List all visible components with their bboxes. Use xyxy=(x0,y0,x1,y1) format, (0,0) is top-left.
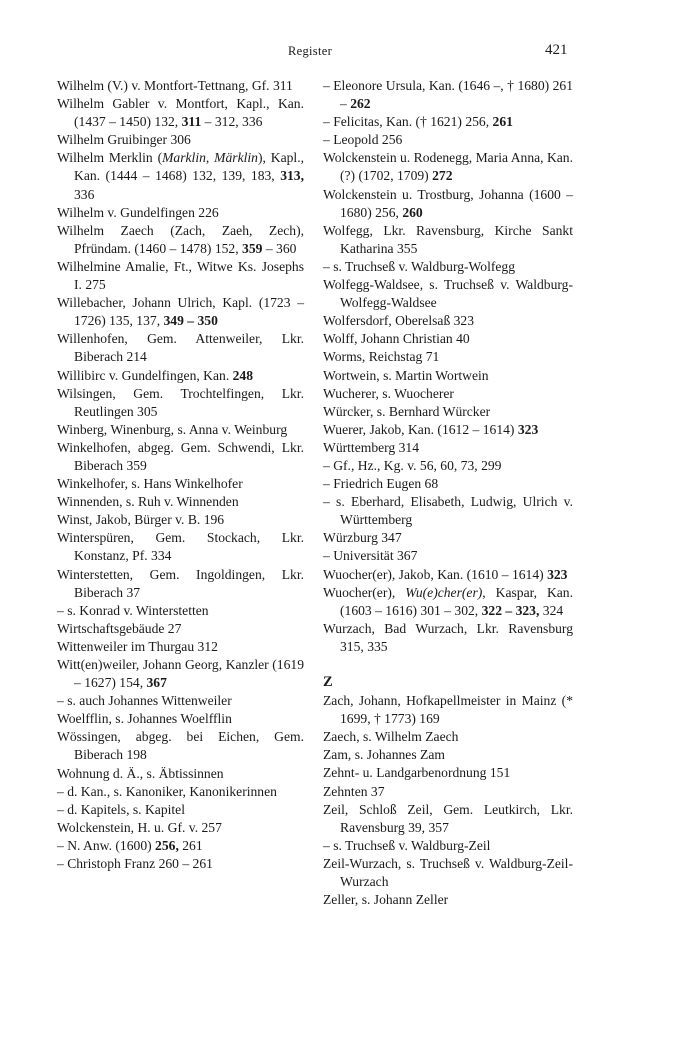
index-entry: Wohnung d. Ä., s. Äbtissinnen xyxy=(57,765,224,781)
section-letter: Z xyxy=(323,674,333,690)
index-entry: – s. Truchseß v. Waldburg-Wolfegg xyxy=(323,258,516,274)
index-entry: Wilhelmine Amalie, Ft., Witwe Ks. Josephs I. 275 xyxy=(57,258,304,293)
index-entry: Winterstetten, Gem. Ingoldingen, Lkr. Biberach 37 xyxy=(57,566,304,600)
index-entry: Wolfegg, Lkr. Ravensburg, Kirche Sankt Katharina 355 xyxy=(323,222,573,256)
index-entry: – Eleonore Ursula, Kan. (1646 –, † 1680) 261 – 262 xyxy=(323,78,573,112)
index-entry: Wolfegg-Waldsee, s. Truchseß v. Waldburg-Wolfegg-Waldsee xyxy=(323,277,573,311)
index-entry: Wilhelm v. Gundelfingen 226 xyxy=(57,204,219,220)
index-column-left xyxy=(57,77,304,873)
index-entry: – s. auch Johannes Wittenweiler xyxy=(57,693,232,709)
index-entry: Wolfersdorf, Oberelsaß 323 xyxy=(323,313,475,329)
index-entry: Wortwein, s. Martin Wortwein xyxy=(323,367,489,383)
index-entry: – Friedrich Eugen 68 xyxy=(323,476,439,492)
index-entry: Witt(en)weiler, Johann Georg, Kanzler (1619 – 1627) 154, 367 xyxy=(57,657,304,691)
index-entry: Zehnt- u. Landgarbenordnung 151 xyxy=(323,765,511,781)
index-column-right xyxy=(323,77,573,909)
index-entry: Würzburg 347 xyxy=(323,530,402,546)
index-entry: Wolckenstein u. Trostburg, Johanna (1600 – 1680) 256, 260 xyxy=(323,186,573,220)
index-entry: Zeller, s. Johann Zeller xyxy=(323,892,449,908)
index-entry: – N. Anw. (1600) 256, 261 xyxy=(57,837,203,853)
index-entry: Wirtschaftsgebäude 27 xyxy=(57,620,182,636)
index-entry: – d. Kan., s. Kanoniker, Kanonikerinnen xyxy=(57,783,277,799)
page-number: 421 xyxy=(545,42,568,58)
index-entry: – s. Konrad v. Winterstetten xyxy=(57,602,209,618)
running-head xyxy=(0,42,700,64)
index-entry: Wössingen, abgeg. bei Eichen, Gem. Biberach 198 xyxy=(57,729,304,763)
index-entry: – Felicitas, Kan. († 1621) 256, 261 xyxy=(323,114,513,130)
index-entry: Wilhelm (V.) v. Montfort-Tettnang, Gf. 311 xyxy=(57,78,293,93)
index-entry: Württemberg 314 xyxy=(323,439,420,455)
index-entry: Wolff, Johann Christian 40 xyxy=(323,331,470,347)
index-entry: Wurzach, Bad Wurzach, Lkr. Ravensburg 315, 335 xyxy=(323,620,573,654)
index-entry: Wilhelm Gruibinger 306 xyxy=(57,132,191,148)
index-entry: – s. Truchseß v. Waldburg-Zeil xyxy=(323,837,491,853)
index-entry: – Universität 367 xyxy=(323,548,418,564)
index-entry: – Christoph Franz 260 – 261 xyxy=(57,856,213,872)
index-entry: Würcker, s. Bernhard Würcker xyxy=(323,403,491,419)
index-entry: Wolckenstein u. Rodenegg, Maria Anna, Kan. (?) (1702, 1709) 272 xyxy=(323,150,573,184)
index-entry: Zaech, s. Wilhelm Zaech xyxy=(323,729,459,745)
index-entry: Wucherer, s. Wuocherer xyxy=(323,385,454,401)
index-entry: Zeil-Wurzach, s. Truchseß v. Waldburg-Zeil-Wurzach xyxy=(323,855,573,890)
index-entry: Wittenweiler im Thurgau 312 xyxy=(57,638,218,654)
index-entry: Winkelhofer, s. Hans Winkelhofer xyxy=(57,476,243,492)
index-entry: – d. Kapitels, s. Kapitel xyxy=(57,801,185,817)
index-entry: Willibirc v. Gundelfingen, Kan. 248 xyxy=(57,367,254,383)
index-entry: Winterspüren, Gem. Stockach, Lkr. Konstanz, Pf. 334 xyxy=(57,530,304,564)
index-entry: Zam, s. Johannes Zam xyxy=(323,747,445,763)
index-entry: Zeil, Schloß Zeil, Gem. Leutkirch, Lkr. Ravensburg 39, 357 xyxy=(323,801,573,835)
index-entry: Winst, Jakob, Bürger v. B. 196 xyxy=(57,512,225,528)
index-entry: Woelfflin, s. Johannes Woelfflin xyxy=(57,711,232,727)
index-entry: – Gf., Hz., Kg. v. 56, 60, 73, 299 xyxy=(323,457,502,473)
index-entry: Worms, Reichstag 71 xyxy=(323,349,440,365)
index-entry: Wolckenstein, H. u. Gf. v. 257 xyxy=(57,819,222,835)
index-entry: – s. Eberhard, Elisabeth, Ludwig, Ulrich v. Württemberg xyxy=(323,494,573,528)
index-entry: Wuocher(er), Jakob, Kan. (1610 – 1614) 323 xyxy=(323,566,568,582)
index-entry: – Leopold 256 xyxy=(323,132,403,148)
index-entry: Wilhelm Gabler v. Montfort, Kapl., Kan. (1437 – 1450) 132, 311 – 312, 336 xyxy=(57,96,304,130)
index-entry: Zehnten 37 xyxy=(323,783,385,799)
index-entry: Wilhelm Zaech (Zach, Zaeh, Zech), Pfründam. (1460 – 1478) 152, 359 – 360 xyxy=(57,222,304,256)
index-entry: Winberg, Winenburg, s. Anna v. Weinburg xyxy=(57,421,288,437)
index-entry: Willenhofen, Gem. Attenweiler, Lkr. Biberach 214 xyxy=(57,331,304,365)
running-head-title: Register xyxy=(288,44,333,58)
index-entry: Winnenden, s. Ruh v. Winnenden xyxy=(57,494,239,510)
index-entry: Wuocher(er), Wu(e)cher(er), Kaspar, Kan. (1603 – 1616) 301 – 302, 322 – 323, 324 xyxy=(323,584,574,618)
index-entry: Wuerer, Jakob, Kan. (1612 – 1614) 323 xyxy=(323,421,539,437)
index-entry: Zach, Johann, Hofkapellmeister in Mainz (* 1699, † 1773) 169 xyxy=(323,693,573,727)
index-entry: Willebacher, Johann Ulrich, Kapl. (1723 – 1726) 135, 137, 349 – 350 xyxy=(57,295,304,329)
index-entry: Wilhelm Merklin (Marklin, Märklin), Kapl., Kan. (1444 – 1468) 132, 139, 183, 313, 336 xyxy=(57,150,305,202)
index-entry: Winkelhofen, abgeg. Gem. Schwendi, Lkr. Biberach 359 xyxy=(57,439,304,473)
index-entry: Wilsingen, Gem. Trochtelfingen, Lkr. Reutlingen 305 xyxy=(57,385,304,419)
